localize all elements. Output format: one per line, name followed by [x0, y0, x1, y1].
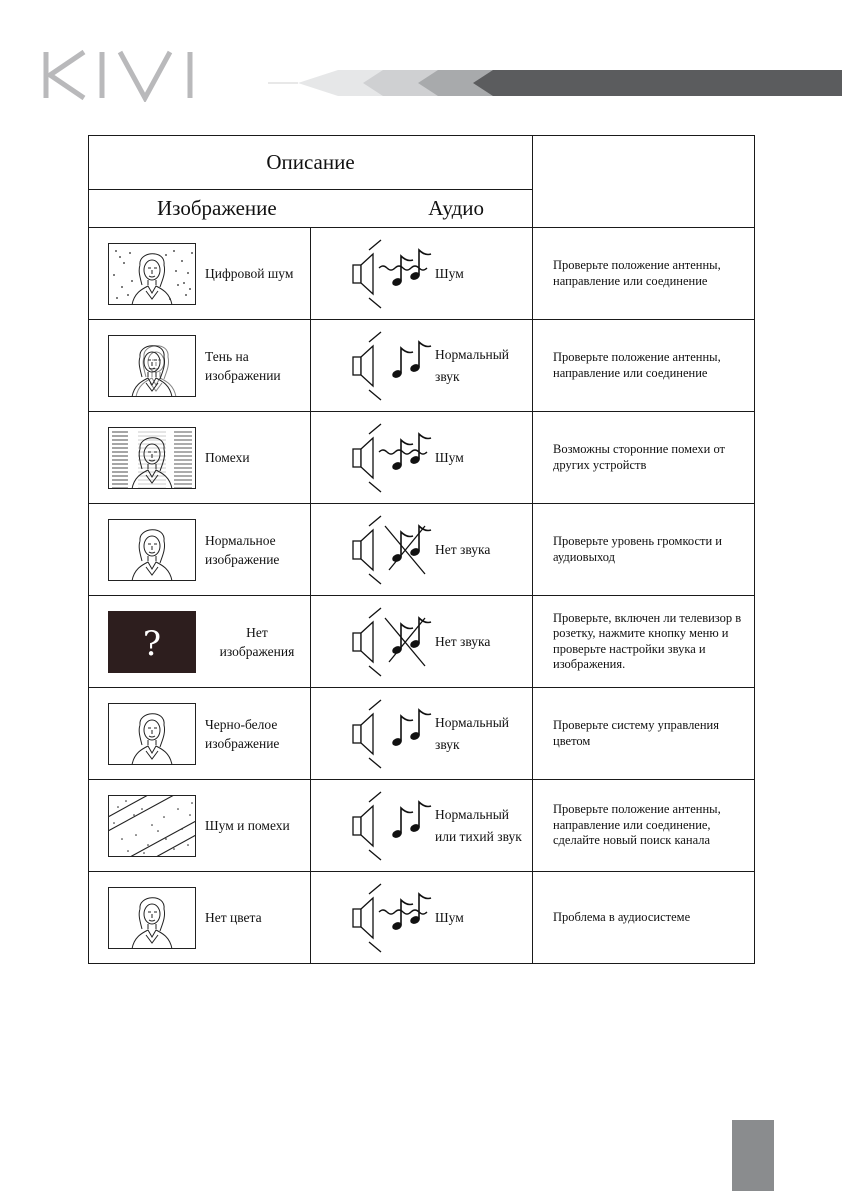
audio-cell	[311, 872, 533, 964]
audio-symptom-label: Нормальный звук	[435, 346, 510, 384]
solution-text: Проверьте систему управления цветом	[553, 718, 719, 748]
solution-text: Проверьте положение антенны, направление или соединение	[553, 258, 721, 288]
subheader	[89, 190, 533, 228]
image-cell	[89, 872, 311, 964]
solution-cell	[533, 596, 755, 688]
audio-cell	[311, 688, 533, 780]
audio-symptom-label: Нормальный или тихий звук	[435, 806, 522, 844]
audio-symptom-label: Нет звука	[435, 541, 491, 557]
screen-normal-icon	[108, 887, 196, 949]
image-cell	[89, 504, 311, 596]
audio-cell	[311, 504, 533, 596]
image-cell	[89, 320, 311, 412]
solution-text: Проблема в аудиосистеме	[553, 909, 691, 924]
speaker-noise-icon	[339, 420, 435, 496]
screen-normal-icon	[108, 703, 196, 765]
image-cell	[89, 780, 311, 872]
audio-cell	[311, 320, 533, 412]
audio-cell	[311, 228, 533, 320]
speaker-normal-icon	[339, 328, 435, 404]
solution-header	[533, 136, 755, 228]
image-symptom-label: Черно-белое изображение	[205, 716, 280, 751]
solution-cell	[533, 320, 755, 412]
table-row	[89, 596, 755, 688]
audio-symptom-label: Шум	[435, 449, 464, 465]
speaker-mute-icon	[339, 604, 435, 680]
audio-symptom-label: Нормальный звук	[435, 714, 510, 752]
audio-symptom-label: Нет звука	[435, 633, 491, 649]
image-symptom-label: Цифровой шум	[205, 266, 294, 281]
speaker-noise-icon	[339, 880, 435, 956]
solution-text: Проверьте положение антенны, направление или соединение	[553, 350, 721, 380]
audio-column-header: Аудио	[428, 196, 484, 220]
speaker-normal-icon	[339, 696, 435, 772]
image-column-header: Изображение	[157, 196, 277, 220]
image-symptom-label: Тень на изображении	[205, 348, 281, 383]
image-cell	[89, 596, 311, 688]
solution-cell	[533, 688, 755, 780]
image-symptom-label: Шум и помехи	[205, 818, 290, 833]
table-row	[89, 228, 755, 320]
screen-ghost-icon	[108, 335, 196, 397]
header-band	[268, 70, 842, 96]
speaker-mute-icon	[339, 512, 435, 588]
image-cell	[89, 688, 311, 780]
audio-cell	[311, 780, 533, 872]
description-header-text: Описание	[266, 150, 355, 174]
solution-text: Проверьте, включен ли телевизор в розетку, нажмите кнопку меню и проверьте настройки звука и изображения.	[553, 610, 742, 671]
image-cell	[89, 412, 311, 504]
image-symptom-label: Нет цвета	[205, 910, 262, 925]
table-row	[89, 688, 755, 780]
svg-text:?: ?	[142, 623, 162, 664]
screen-snow-icon	[108, 243, 196, 305]
solution-cell	[533, 872, 755, 964]
speaker-noise-icon	[339, 236, 435, 312]
screen-none-icon	[108, 611, 196, 673]
kivi-logo	[40, 48, 210, 102]
screen-normal-icon	[108, 519, 196, 581]
solution-cell	[533, 412, 755, 504]
audio-cell	[311, 596, 533, 688]
solution-cell	[533, 228, 755, 320]
solution-text: Проверьте уровень громкости и аудиовыход	[553, 534, 722, 564]
table-row	[89, 780, 755, 872]
image-symptom-label: Помехи	[205, 450, 250, 465]
table-row	[89, 412, 755, 504]
solution-cell	[533, 504, 755, 596]
solution-text: Возможны сторонние помехи от других устройств	[553, 442, 725, 472]
table-row	[89, 504, 755, 596]
image-cell	[89, 228, 311, 320]
screen-lines-icon	[108, 427, 196, 489]
description-header	[89, 136, 533, 190]
solution-cell	[533, 780, 755, 872]
table-row	[89, 320, 755, 412]
image-symptom-label: Нормальное изображение	[205, 532, 280, 567]
image-symptom-label: Нет изображения	[219, 624, 295, 659]
audio-symptom-label: Шум	[435, 265, 464, 281]
solution-text: Проверьте положение антенны, направление или соединение, сделайте новый поиск канала	[553, 802, 721, 848]
speaker-normal-icon	[339, 788, 435, 864]
audio-cell	[311, 412, 533, 504]
table-row	[89, 872, 755, 964]
page-tab	[732, 1120, 774, 1191]
screen-stripes-icon	[108, 795, 196, 857]
troubleshooting-table	[88, 135, 755, 964]
audio-symptom-label: Шум	[435, 909, 464, 925]
